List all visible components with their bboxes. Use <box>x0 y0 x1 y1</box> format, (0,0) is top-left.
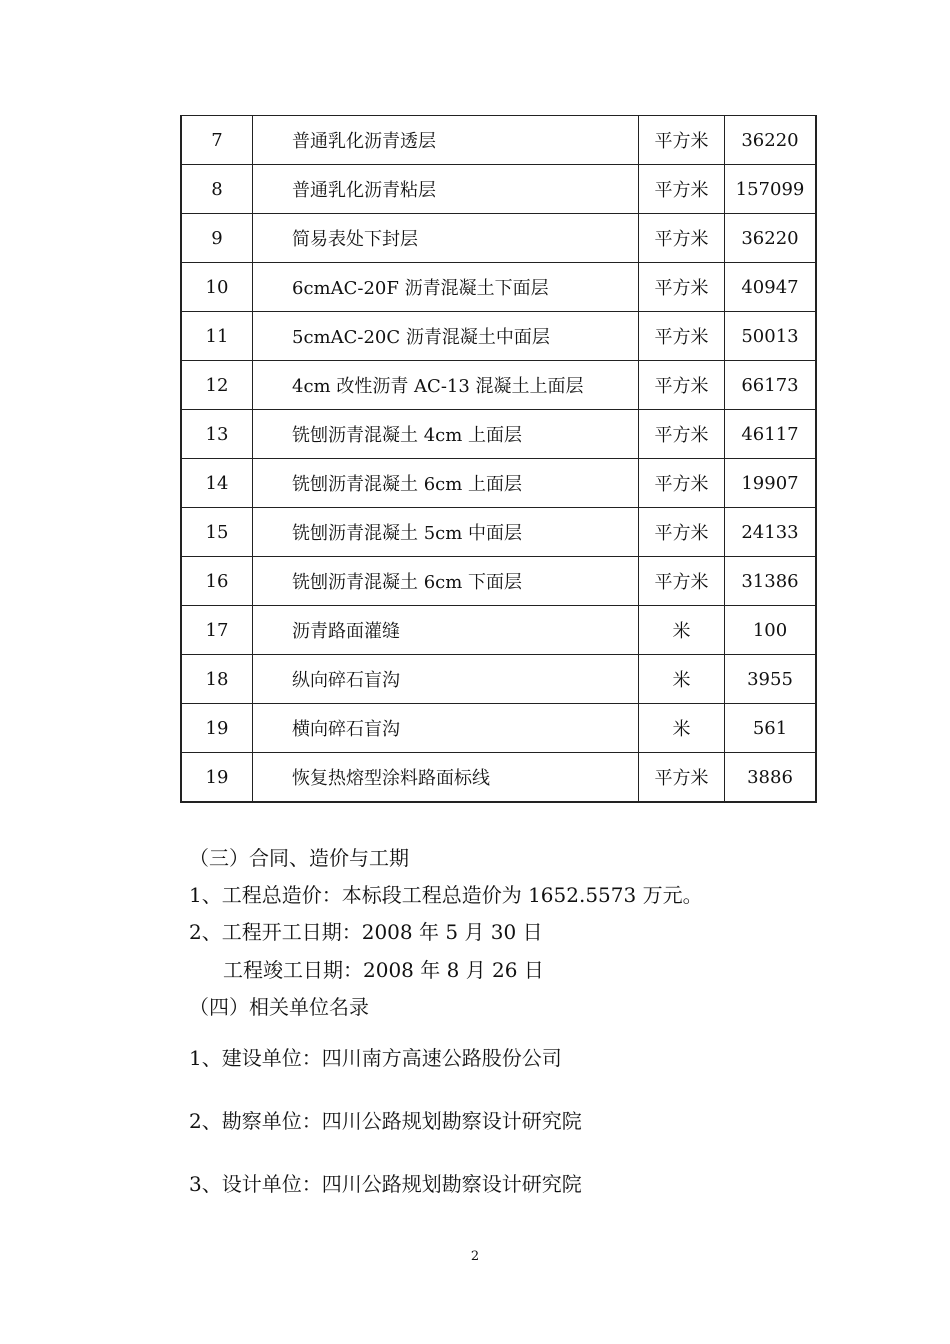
row-number-cell: 13 <box>181 410 253 459</box>
row-number-cell: 15 <box>181 508 253 557</box>
table-row <box>181 753 816 803</box>
item-name-cell: 普通乳化沥青粘层 <box>253 165 639 214</box>
item-name-cell: 沥青路面灌缝 <box>253 606 639 655</box>
unit-cell: 平方米 <box>639 312 725 361</box>
item-name-cell: 4cm 改性沥青 AC-13 混凝土上面层 <box>253 361 639 410</box>
quantity-cell: 100 <box>725 606 817 655</box>
table-row <box>181 263 816 312</box>
unit-cell: 平方米 <box>639 410 725 459</box>
unit-cell: 平方米 <box>639 557 725 606</box>
quantity-cell: 46117 <box>725 410 817 459</box>
start-date-line: 2、工程开工日期：2008 年 5 月 30 日 <box>189 920 543 944</box>
total-cost-line: 1、工程总造价：本标段工程总造价为 1652.5573 万元。 <box>189 883 703 907</box>
quantity-cell: 36220 <box>725 116 817 165</box>
surveyor-line: 2、勘察单位：四川公路规划勘察设计研究院 <box>189 1109 582 1133</box>
unit-cell: 平方米 <box>639 165 725 214</box>
unit-cell: 米 <box>639 655 725 704</box>
item-name-cell: 铣刨沥青混凝土 4cm 上面层 <box>253 410 639 459</box>
item-name-cell: 铣刨沥青混凝土 6cm 上面层 <box>253 459 639 508</box>
row-number-cell: 14 <box>181 459 253 508</box>
designer-line: 3、设计单位：四川公路规划勘察设计研究院 <box>189 1172 582 1196</box>
item-name-cell: 普通乳化沥青透层 <box>253 116 639 165</box>
section4-heading: （四）相关单位名录 <box>189 995 369 1019</box>
quantity-cell: 561 <box>725 704 817 753</box>
table-row <box>181 214 816 263</box>
table-row <box>181 410 816 459</box>
quantity-cell: 31386 <box>725 557 817 606</box>
row-number-cell: 18 <box>181 655 253 704</box>
quantity-cell: 66173 <box>725 361 817 410</box>
table-row <box>181 459 816 508</box>
table-row <box>181 606 816 655</box>
row-number-cell: 10 <box>181 263 253 312</box>
table-row <box>181 361 816 410</box>
unit-cell: 平方米 <box>639 361 725 410</box>
row-number-cell: 19 <box>181 753 253 803</box>
row-number-cell: 9 <box>181 214 253 263</box>
row-number-cell: 12 <box>181 361 253 410</box>
quantity-cell: 50013 <box>725 312 817 361</box>
row-number-cell: 7 <box>181 116 253 165</box>
item-name-cell: 横向碎石盲沟 <box>253 704 639 753</box>
quantity-cell: 40947 <box>725 263 817 312</box>
table-row <box>181 116 816 165</box>
section3-heading: （三）合同、造价与工期 <box>189 846 409 870</box>
quantity-cell: 157099 <box>725 165 817 214</box>
quantity-cell: 24133 <box>725 508 817 557</box>
unit-cell: 米 <box>639 606 725 655</box>
item-name-cell: 铣刨沥青混凝土 6cm 下面层 <box>253 557 639 606</box>
unit-cell: 平方米 <box>639 753 725 803</box>
quantity-table-body <box>181 116 816 803</box>
item-name-cell: 简易表处下封层 <box>253 214 639 263</box>
row-number-cell: 8 <box>181 165 253 214</box>
unit-cell: 平方米 <box>639 459 725 508</box>
table-row <box>181 312 816 361</box>
row-number-cell: 19 <box>181 704 253 753</box>
quantity-cell: 19907 <box>725 459 817 508</box>
item-name-cell: 铣刨沥青混凝土 5cm 中面层 <box>253 508 639 557</box>
table-row <box>181 165 816 214</box>
end-date-line: 工程竣工日期：2008 年 8 月 26 日 <box>223 958 544 982</box>
quantity-table <box>180 115 817 803</box>
quantity-cell: 3955 <box>725 655 817 704</box>
table-row <box>181 557 816 606</box>
item-name-cell: 6cmAC-20F 沥青混凝土下面层 <box>253 263 639 312</box>
unit-cell: 平方米 <box>639 263 725 312</box>
table-row <box>181 655 816 704</box>
unit-cell: 平方米 <box>639 508 725 557</box>
row-number-cell: 16 <box>181 557 253 606</box>
item-name-cell: 恢复热熔型涂料路面标线 <box>253 753 639 803</box>
item-name-cell: 5cmAC-20C 沥青混凝土中面层 <box>253 312 639 361</box>
unit-cell: 平方米 <box>639 214 725 263</box>
row-number-cell: 11 <box>181 312 253 361</box>
page-number: 2 <box>470 1249 480 1264</box>
unit-cell: 平方米 <box>639 116 725 165</box>
item-name-cell: 纵向碎石盲沟 <box>253 655 639 704</box>
builder-line: 1、建设单位：四川南方高速公路股份公司 <box>189 1046 562 1070</box>
table-row <box>181 508 816 557</box>
quantity-cell: 3886 <box>725 753 817 803</box>
unit-cell: 米 <box>639 704 725 753</box>
quantity-cell: 36220 <box>725 214 817 263</box>
table-row <box>181 704 816 753</box>
row-number-cell: 17 <box>181 606 253 655</box>
